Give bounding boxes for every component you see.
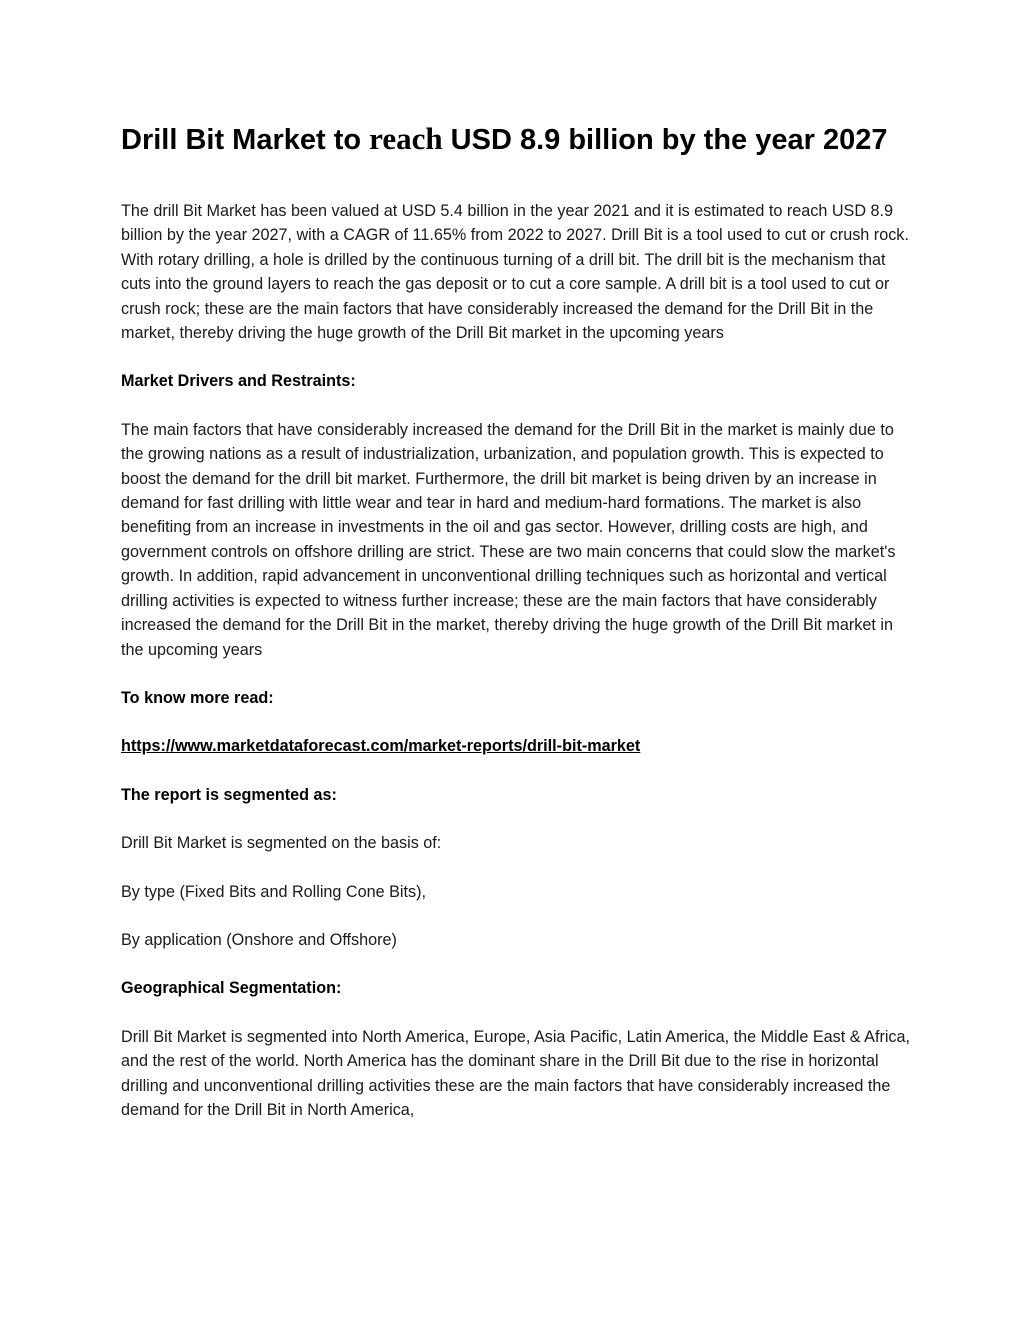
document-page [121,120,911,1122]
segment-application: By application (Onshore and Offshore) [121,930,397,949]
title-part-3: USD 8.9 billion by the year 2027 [442,124,888,156]
segment-type: By type (Fixed Bits and Rolling Cone Bits), [121,882,426,901]
read-more-heading: To know more read: [121,688,274,707]
geo-heading: Geographical Segmentation: [121,979,342,998]
intro-paragraph: The drill Bit Market has been valued at USD 5.4 billion in the year 2021 and it is estimated to reach USD 8.9 billion by the year 2027, with a CAGR of 11.65% from 2022 to 2027. Drill Bit is a tool used to cut or crush rock. With rotary drilling, a hole is drilled by the continuous turning of a drill bit. The drill bit is the mechanism that cuts into the ground layers to reach the gas deposit or to cut a core sample. A drill bit is a tool used to cut or crush rock; these are the main factors that have considerably increased the demand for the Drill Bit in the market, thereby driving the huge growth of the Drill Bit market in the upcoming years [121,202,909,343]
title-part-1: Drill Bit Market to [121,124,370,156]
drivers-heading: Market Drivers and Restraints: [121,372,356,391]
drivers-paragraph: The main factors that have considerably increased the demand for the Drill Bit in the market is mainly due to the growing nations as a result of industrialization, urbanization, and population growth. This is expected to boost the demand for the drill bit market. Furthermore, the drill bit market is being driven by an increase in demand for fast drilling with little wear and tear in hard and medium-hard formations. The market is also benefiting from an increase in investments in the oil and gas sector. However, drilling costs are high, and government controls on offshore drilling are strict. These are two main concerns that could slow the market's growth. In addition, rapid advancement in unconventional drilling techniques such as horizontal and vertical drilling activities is expected to witness further increase; these are the main factors that have considerably increased the demand for the Drill Bit in the market, thereby driving the huge growth of the Drill Bit market in the upcoming years [121,420,896,659]
segmented-heading: The report is segmented as: [121,785,337,804]
segmented-intro: Drill Bit Market is segmented on the basis of: [121,834,442,853]
title-part-2: reach [369,121,443,156]
report-link[interactable]: https://www.marketdataforecast.com/market-reports/drill-bit-market [121,737,641,756]
document-title [121,120,911,159]
geo-paragraph: Drill Bit Market is segmented into North America, Europe, Asia Pacific, Latin America, the Middle East & Africa, and the rest of the world. North America has the dominant share in the Drill Bit due to the rise in horizontal drilling and unconventional drilling activities these are the main factors that have considerably increased the demand for the Drill Bit in North America, [121,1027,911,1119]
